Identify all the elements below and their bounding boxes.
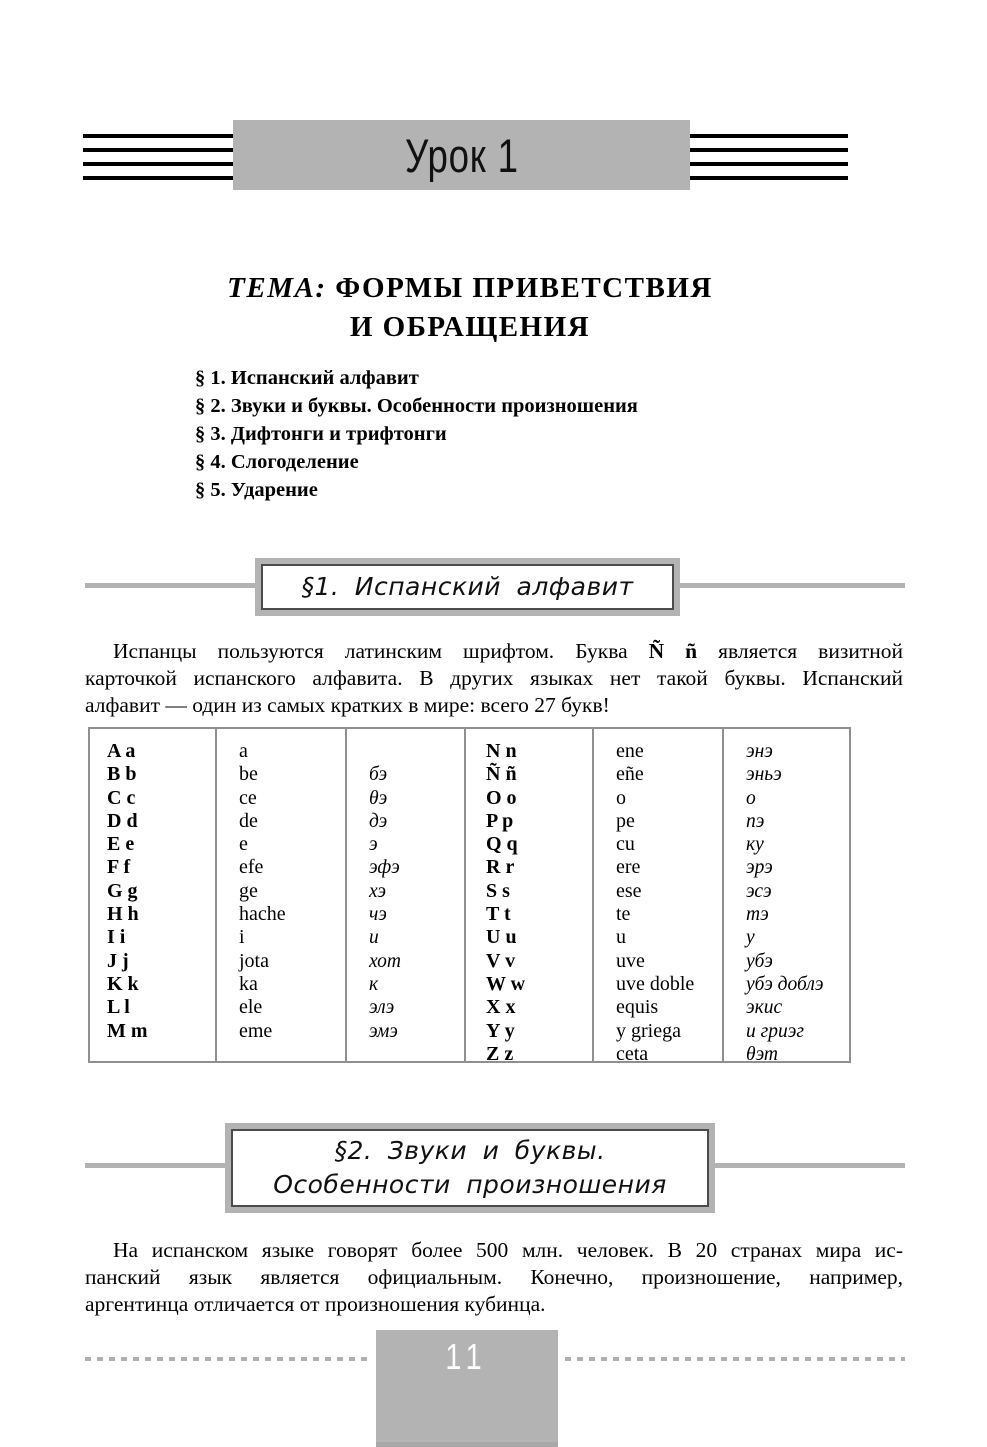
alphabet-letter: I i — [107, 926, 126, 949]
paragraph-text: является визитной — [697, 639, 903, 663]
toc-item: § 5. Ударение — [195, 479, 318, 501]
letter-name: eme — [239, 1019, 273, 1042]
alphabet-letter: Ñ ñ — [486, 763, 517, 786]
table-column-letters-left — [90, 729, 215, 1061]
section1-heading: §1. Испанский алфавит — [261, 564, 674, 610]
paragraph-line: панский язык является официальным. Конечно, произношение, например, — [85, 1265, 903, 1289]
letter-name: uve — [616, 949, 645, 972]
rule-line — [83, 134, 233, 138]
alphabet-letter: K k — [107, 972, 139, 995]
letter-name: y griega — [616, 1019, 681, 1042]
letter-transcription — [369, 740, 464, 763]
toc-item: § 2. Звуки и буквы. Особенности произношения — [195, 395, 638, 417]
letter-name: uve doble — [616, 972, 695, 995]
letter-transcription: убэ доблэ — [746, 973, 824, 995]
letter-transcription: и — [369, 927, 379, 949]
letter-transcription: эньэ — [746, 764, 782, 786]
paragraph-line: На испанском языке говорят более 500 млн. человек. В 20 странах мира ис- — [113, 1238, 903, 1262]
alphabet-letter: Z z — [486, 1042, 514, 1065]
letter-transcription: эфэ — [369, 857, 400, 879]
header-rules-right — [690, 134, 848, 180]
letter-transcription: пэ — [746, 810, 765, 832]
alphabet-letter: U u — [486, 926, 517, 949]
letter-name: de — [239, 809, 258, 832]
rule-line — [690, 148, 848, 152]
letter-transcription: θэт — [746, 1043, 779, 1065]
alphabet-letter: R r — [486, 856, 515, 879]
alphabet-letter: Y y — [486, 1019, 515, 1042]
theme-title — [0, 269, 940, 347]
section1-paragraph — [85, 638, 903, 719]
letter-name: hache — [239, 903, 286, 926]
alphabet-letter: X x — [486, 996, 516, 1019]
letter-transcription: эмэ — [369, 1020, 398, 1042]
footer-dashed-rule-right — [565, 1357, 905, 1361]
letter-transcription: и гриэг — [746, 1020, 804, 1042]
paragraph-text: Испанцы пользуются латинским шрифтом. Буква — [113, 639, 649, 663]
letter-name: ene — [616, 740, 644, 762]
letter-transcription: экис — [746, 997, 783, 1019]
section2-heading-box — [225, 1123, 715, 1213]
alphabet-letter: C c — [107, 786, 136, 809]
letter-name: ce — [239, 786, 257, 809]
alphabet-letter: V v — [486, 949, 516, 972]
letter-transcription: бэ — [369, 764, 388, 786]
letter-name: e — [239, 833, 248, 856]
theme-title-line2: И ОБРАЩЕНИЯ — [349, 311, 591, 343]
table-column-names-left — [215, 729, 345, 1061]
rule-line — [690, 162, 848, 166]
toc-item: § 1. Испанский алфавит — [195, 367, 419, 389]
section2-paragraph — [85, 1237, 903, 1318]
alphabet-letter: N n — [486, 740, 517, 762]
paragraph-line: алфавит — один из самых кратких в мире: всего 27 букв! — [85, 693, 610, 717]
letter-transcription: э — [369, 834, 378, 856]
section1-heading-box — [255, 558, 680, 616]
letter-name: o — [616, 786, 626, 809]
table-column-letters-right — [464, 729, 592, 1065]
letter-transcription: ку — [746, 834, 764, 856]
lesson-header-banner — [233, 120, 690, 190]
letter-name: a — [239, 740, 248, 762]
letter-transcription: энэ — [746, 741, 773, 762]
alphabet-letter: B b — [107, 763, 137, 786]
letter-transcription: чэ — [369, 904, 387, 926]
lesson-title: Урок 1 — [404, 128, 519, 182]
letter-name: u — [616, 926, 626, 949]
paragraph-line — [85, 638, 903, 665]
letter-transcription: θэ — [369, 787, 388, 809]
rule-line — [83, 148, 233, 152]
table-column-transcriptions-left — [345, 729, 464, 1061]
letter-name: ese — [616, 879, 642, 902]
letter-name: pe — [616, 809, 635, 832]
alphabet-letter: Q q — [486, 833, 518, 856]
letter-transcription: хот — [369, 950, 402, 972]
letter-name: eñe — [616, 763, 644, 786]
rule-line — [83, 176, 233, 180]
letter-transcription: эсэ — [746, 880, 772, 902]
toc-list — [195, 364, 638, 504]
alphabet-letter: D d — [107, 809, 138, 832]
table-column-transcriptions-right — [722, 729, 849, 1065]
section2-heading-line2: Особенности произношения — [273, 1170, 667, 1199]
letter-nn-bold: Ñ ñ — [648, 639, 698, 663]
toc-item: § 3. Дифтонги и трифтонги — [195, 423, 447, 445]
letter-transcription: эрэ — [746, 857, 773, 879]
letter-transcription: хэ — [369, 880, 386, 902]
alphabet-letter: T t — [486, 903, 511, 926]
page-number: 11 — [445, 1336, 489, 1377]
theme-label: ТЕМА: — [227, 272, 327, 304]
letter-name: jota — [239, 949, 269, 972]
section2-heading-line1: §2. Звуки и буквы. — [334, 1136, 606, 1165]
alphabet-letter: F f — [107, 856, 131, 879]
rule-line — [690, 134, 848, 138]
letter-name: ele — [239, 996, 263, 1019]
letter-name: ere — [616, 856, 641, 879]
letter-transcription: у — [746, 927, 755, 949]
alphabet-letter: J j — [107, 949, 129, 972]
letter-transcription: к — [369, 973, 379, 995]
letter-name: ge — [239, 879, 258, 902]
section2-rule-right — [715, 1163, 905, 1168]
alphabet-letter: M m — [107, 1019, 148, 1042]
letter-name: ceta — [616, 1042, 649, 1065]
alphabet-letter: P p — [486, 809, 514, 832]
letter-transcription: дэ — [369, 810, 388, 832]
letter-transcription: тэ — [746, 904, 769, 926]
rule-line — [83, 162, 233, 166]
alphabet-letter: A a — [107, 740, 136, 762]
letter-transcription: элэ — [369, 997, 395, 1019]
theme-text-line1: ФОРМЫ ПРИВЕТСТВИЯ — [326, 272, 713, 304]
letter-name: equis — [616, 996, 659, 1019]
page-number-box — [376, 1330, 558, 1447]
letter-name: cu — [616, 833, 635, 856]
letter-name: be — [239, 763, 258, 786]
alphabet-letter: E e — [107, 833, 135, 856]
section1-rule-right — [680, 583, 905, 588]
alphabet-table — [88, 727, 851, 1063]
alphabet-letter: H h — [107, 903, 139, 926]
table-column-names-right — [592, 729, 722, 1065]
letter-transcription: о — [746, 787, 756, 809]
toc-item: § 4. Слогоделение — [195, 451, 359, 473]
alphabet-letter: S s — [486, 879, 510, 902]
paragraph-line: аргентинца отличается от произношения кубинца. — [85, 1292, 546, 1316]
alphabet-letter: L l — [107, 996, 130, 1019]
alphabet-letter: O o — [486, 786, 517, 809]
section1-rule-left — [85, 583, 255, 588]
paragraph-line: карточкой испанского алфавита. В других языках нет такой буквы. Испанский — [85, 666, 903, 690]
header-rules-left — [83, 134, 233, 180]
letter-name: te — [616, 903, 631, 926]
letter-transcription: убэ — [746, 950, 773, 972]
letter-name: efe — [239, 856, 264, 879]
letter-name: i — [239, 926, 245, 949]
section2-heading — [231, 1129, 709, 1207]
section2-rule-left — [85, 1163, 225, 1168]
alphabet-letter: W w — [486, 972, 526, 995]
theme-title-line1 — [0, 269, 940, 308]
rule-line — [690, 176, 848, 180]
alphabet-letter: G g — [107, 879, 138, 902]
footer-dashed-rule-left — [85, 1357, 368, 1361]
letter-name: ka — [239, 972, 258, 995]
